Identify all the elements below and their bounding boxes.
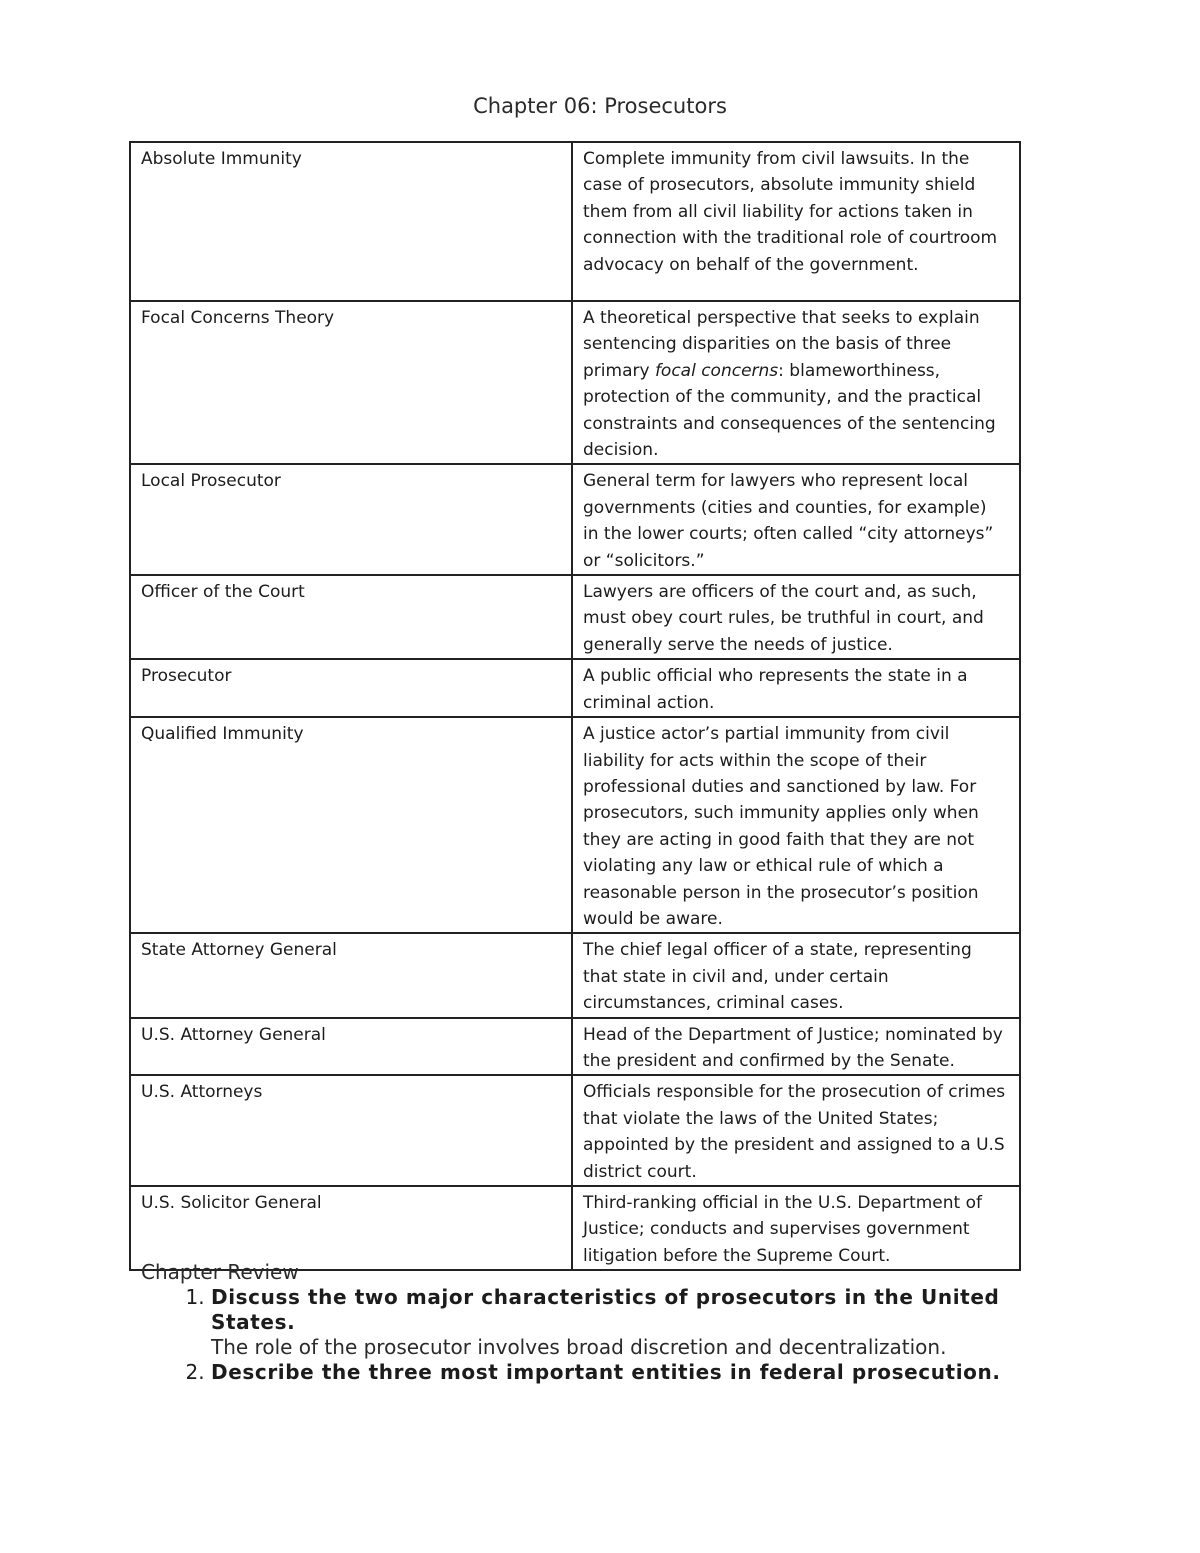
list-item	[211, 1360, 1041, 1385]
glossary-term: State Attorney General	[130, 933, 572, 1017]
glossary-definition: The chief legal officer of a state, representing that state in civil and, under certain circumstances, criminal cases.	[572, 933, 1020, 1017]
glossary-term: U.S. Attorneys	[130, 1075, 572, 1186]
glossary-definition: General term for lawyers who represent local governments (cities and counties, for example) in the lower courts; often called “city attorneys” or “solicitors.”	[572, 464, 1020, 575]
review-question: 2. Describe the three most important entities in federal prosecution.	[211, 1360, 1001, 1384]
review-answer: The role of the prosecutor involves broad discretion and decentralization.	[211, 1335, 947, 1359]
glossary-definition: A justice actor’s partial immunity from civil liability for acts within the scope of their professional duties and sanctioned by law. For prosecutors, such immunity applies only when they are acting in good faith that they are not violating any law or ethical rule of which a reasonable person in the prosecutor’s position would be aware.	[572, 717, 1020, 933]
chapter-review	[141, 1259, 1041, 1385]
table-row	[130, 1186, 1020, 1270]
glossary-definition: Lawyers are officers of the court and, as such, must obey court rules, be truthful in court, and generally serve the needs of justice.	[572, 575, 1020, 659]
glossary-term: Officer of the Court	[130, 575, 572, 659]
review-heading: Chapter Review	[141, 1260, 299, 1284]
glossary-table	[129, 141, 1021, 1271]
glossary-term: U.S. Solicitor General	[130, 1186, 572, 1270]
table-row	[130, 1075, 1020, 1186]
glossary-definition: Complete immunity from civil lawsuits. In the case of prosecutors, absolute immunity shield them from all civil liability for actions taken in connection with the traditional role of courtroom advocacy on behalf of the government.	[572, 142, 1020, 301]
table-row	[130, 464, 1020, 575]
definition-text: : blameworthiness, protection of the community, and the practical constraints and consequences of the sentencing decision.	[583, 360, 996, 461]
list-item	[211, 1285, 1041, 1360]
glossary-definition: Officials responsible for the prosecution of crimes that violate the laws of the United States; appointed by the president and assigned to a U.S district court.	[572, 1075, 1020, 1186]
glossary-term: Focal Concerns Theory	[130, 301, 572, 464]
glossary-definition: Third-ranking official in the U.S. Department of Justice; conducts and supervises government litigation before the Supreme Court.	[572, 1186, 1020, 1270]
table-row	[130, 933, 1020, 1017]
glossary-term: Qualified Immunity	[130, 717, 572, 933]
table-row	[130, 659, 1020, 717]
definition-text: A theoretical perspective that seeks to explain sentencing disparities on the basis of three primary	[583, 308, 980, 381]
glossary-definition: A public official who represents the state in a criminal action.	[572, 659, 1020, 717]
glossary-term: Absolute Immunity	[130, 142, 572, 301]
glossary-term: Local Prosecutor	[130, 464, 572, 575]
definition-emphasis: focal concerns	[654, 360, 779, 381]
glossary-term: Prosecutor	[130, 659, 572, 717]
table-row	[130, 575, 1020, 659]
glossary-definition: Head of the Department of Justice; nominated by the president and confirmed by the Senate.	[572, 1018, 1020, 1076]
review-question: 1. Discuss the two major characteristics of prosecutors in the United States.	[211, 1285, 1000, 1334]
glossary-term: U.S. Attorney General	[130, 1018, 572, 1076]
table-row	[130, 142, 1020, 301]
table-row	[130, 301, 1020, 464]
glossary-definition	[572, 301, 1020, 464]
table-row	[130, 717, 1020, 933]
page-title: Chapter 06: Prosecutors	[473, 94, 727, 118]
table-row	[130, 1018, 1020, 1076]
review-question-list	[141, 1285, 1041, 1385]
